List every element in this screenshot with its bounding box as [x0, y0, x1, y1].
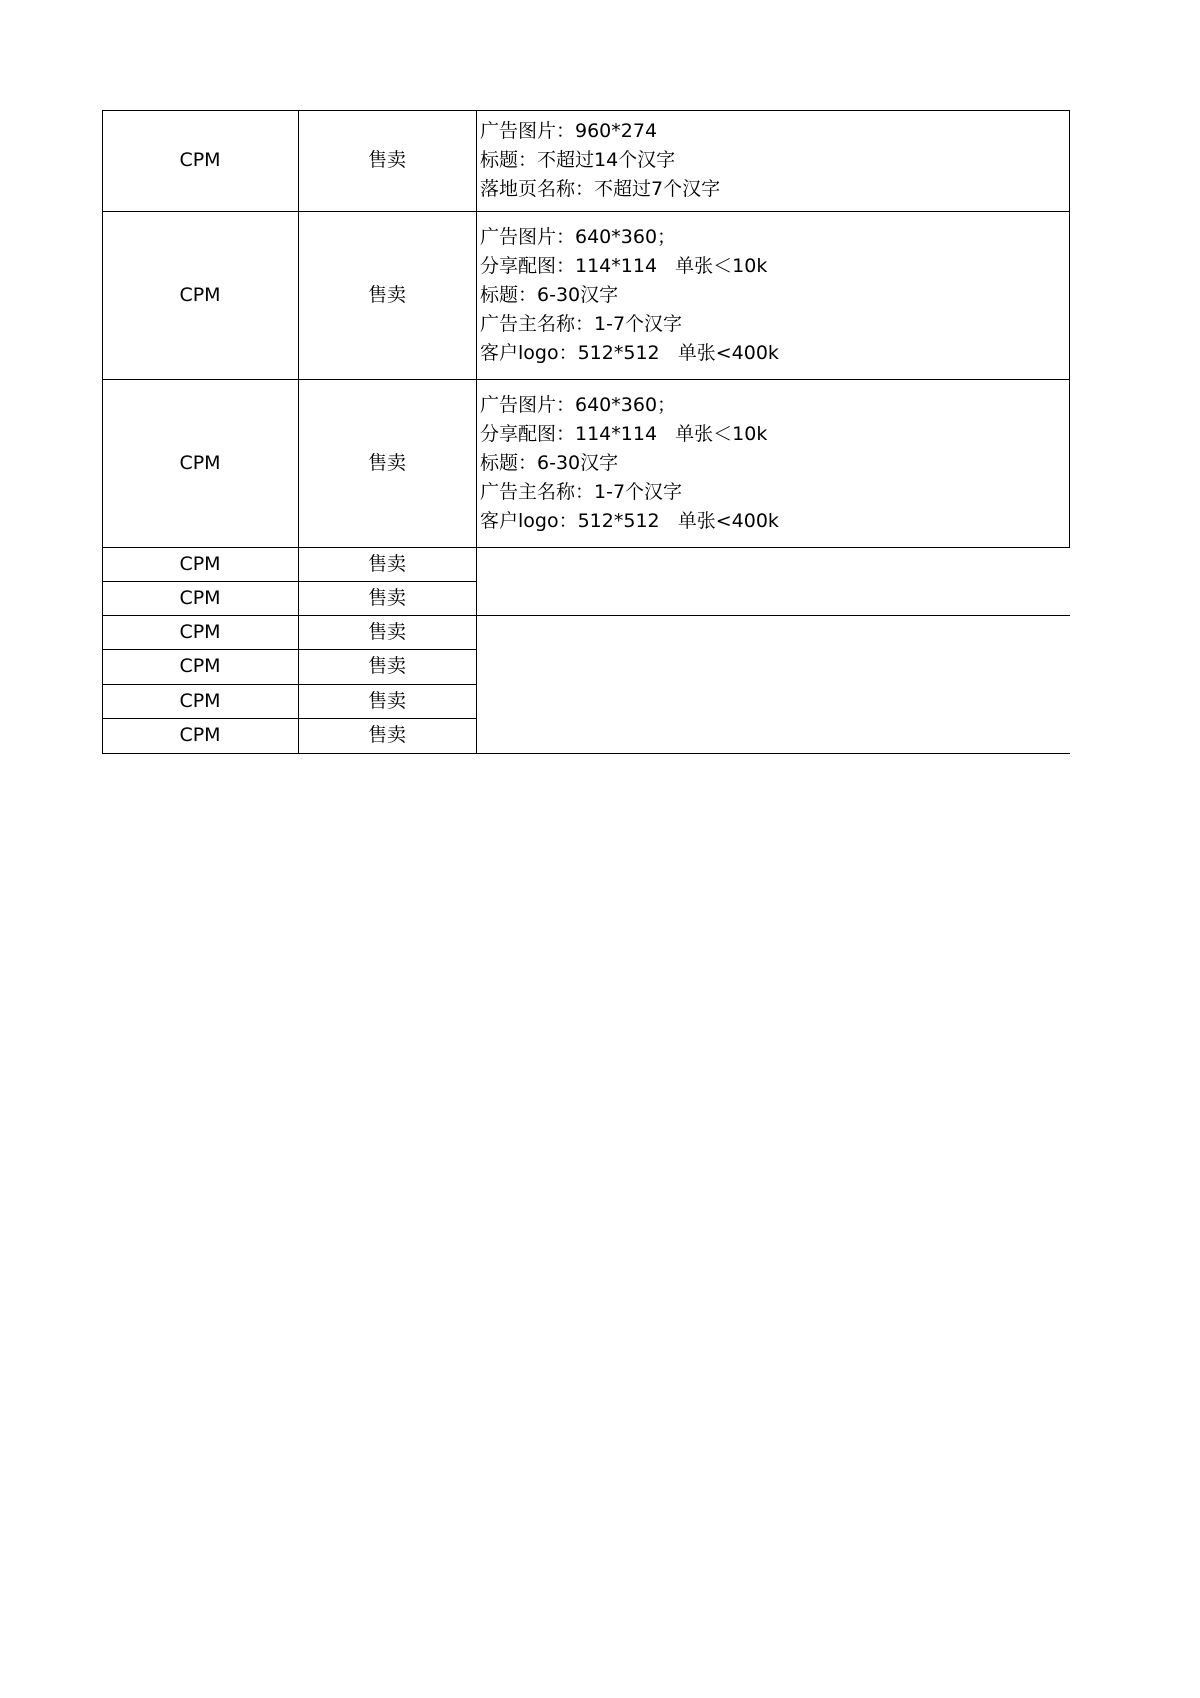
- spec-line: 落地页名称：不超过7个汉字: [480, 178, 721, 200]
- table-cell-billing: CPM: [179, 149, 221, 171]
- table-cell-billing: CPM: [179, 451, 221, 474]
- spec-line: 标题：不超过14个汉字: [480, 149, 676, 171]
- spec-line: 客户logo：512*512 单张<400k: [480, 341, 779, 364]
- table-row-divider: [102, 684, 476, 685]
- table-cell-billing: CPM: [179, 552, 221, 575]
- table-row-divider: [102, 649, 476, 650]
- table-row-divider: [102, 211, 1070, 212]
- table-border-right: [1069, 110, 1070, 548]
- table-cell-billing: CPM: [179, 689, 221, 712]
- spec-line: 标题：6-30汉字: [480, 283, 619, 306]
- spec-line: 标题：6-30汉字: [480, 451, 619, 474]
- spec-line: 分享配图：114*114 单张＜10k: [480, 254, 768, 277]
- table-row-divider: [102, 379, 1070, 380]
- table-cell-status: 售卖: [367, 655, 406, 677]
- table-cell-spec: [476, 110, 1070, 211]
- table-cell-billing: CPM: [179, 724, 221, 746]
- table-cell-status: 售卖: [367, 724, 406, 746]
- table-cell-billing: CPM: [179, 283, 221, 306]
- table-column-divider: [298, 110, 299, 754]
- table-cell-status: 售卖: [367, 620, 406, 643]
- table-border-bottom: [102, 753, 1070, 754]
- table-column-divider: [476, 110, 477, 754]
- ad-spec-table: [102, 110, 1070, 752]
- spec-line: 广告图片：640*360；: [480, 393, 677, 416]
- table-cell-status: 售卖: [367, 689, 406, 712]
- spec-line: 客户logo：512*512 单张<400k: [480, 509, 779, 532]
- spec-line: 广告主名称：1-7个汉字: [480, 312, 683, 335]
- table-row-divider: [102, 547, 1070, 548]
- table-cell-status: 售卖: [367, 451, 406, 474]
- table-row-divider: [102, 718, 476, 719]
- table-cell-billing: CPM: [179, 655, 221, 677]
- table-cell-status: 售卖: [367, 283, 406, 306]
- table-row-divider: [102, 581, 476, 582]
- table-cell-status: 售卖: [367, 552, 406, 575]
- table-cell-spec: [476, 211, 1070, 379]
- table-border-top: [102, 110, 1070, 111]
- table-border-left: [102, 110, 103, 754]
- spec-line: 广告主名称：1-7个汉字: [480, 480, 683, 503]
- table-cell-billing: CPM: [179, 586, 221, 609]
- spec-line: 广告图片：960*274: [480, 120, 658, 142]
- table-cell-spec: [476, 379, 1070, 547]
- table-cell-billing: CPM: [179, 620, 221, 643]
- table-row-divider: [102, 615, 1070, 616]
- table-cell-status: 售卖: [367, 149, 406, 171]
- spec-line: 分享配图：114*114 单张＜10k: [480, 422, 768, 445]
- table-cell-status: 售卖: [367, 586, 406, 609]
- spec-line: 广告图片：640*360；: [480, 225, 677, 248]
